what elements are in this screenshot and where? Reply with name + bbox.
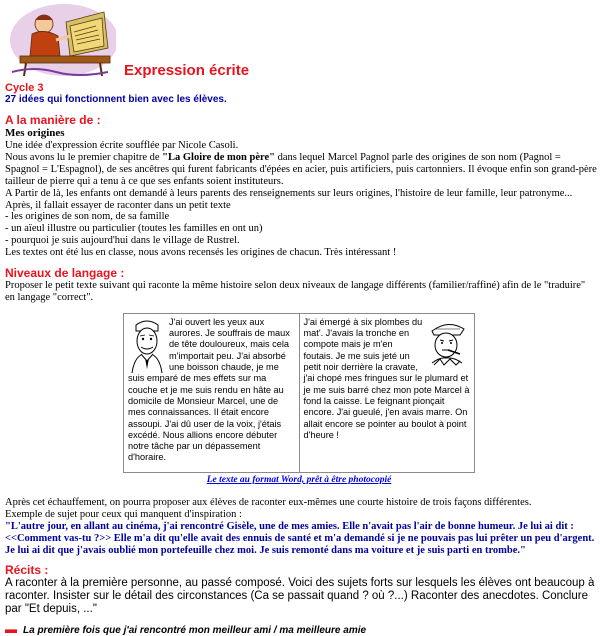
intro-subtitle: 27 idées qui fonctionnent bien avec les élèves. — [5, 94, 227, 105]
cycle-label: Cycle 3 — [5, 82, 44, 94]
section-heading-recits: Récits : — [5, 563, 49, 578]
paragraph-parents: A Partir de là, les enfants ont demandé à leurs parents des renseignements sur leurs origines, l'histoire de leur famille, leur patronyme... — [5, 187, 573, 199]
writer-at-desk-illustration — [4, 2, 116, 78]
paragraph-recits: A raconter à la première personne, au passé composé. Voici des sujets forts sur lesquels les élèves ont beaucoup à raconter. Insister sur le détail des circonstances (Ca se passait quand ? où ?...) Raconter des anecdotes. Conclure par "Et depuis, ..." — [5, 577, 595, 616]
paragraph-exemple: Exemple de sujet pour ceux qui manquent d'inspiration : — [5, 508, 242, 520]
gentleman-face-icon — [128, 317, 166, 373]
paragraph-niveaux: Proposer le petit texte suivant qui raconte la même histoire selon deux niveaux de langage différents (familier/raffiné) afin de le "traduire" en langage "correct". — [5, 280, 586, 303]
paragraph-pagnol — [5, 152, 597, 188]
dash-bullet-icon: ▬ — [5, 622, 17, 636]
list-item-subject — [5, 622, 597, 636]
book-title: "La Gloire de mon père" — [162, 151, 275, 163]
section-heading-a-la-maniere: A la manière de : — [5, 113, 101, 127]
paragraph-intro: Une idée d'expression écrite soufflée par Nicole Casoli. — [5, 140, 239, 151]
comic-panel-refined — [124, 314, 300, 472]
list-item: - les origines de son nom, de sa famille — [5, 211, 170, 223]
paragraph-conclusion: Les textes ont été lus en classe, nous avons recensés les origines de chacun. Très intéressant ! — [5, 247, 397, 259]
comic-panels — [123, 313, 475, 473]
text-fragment: dans lequel Marcel Pagnol parle des origines de son nom (Pagnol = Spagnol = L'Espagnol), de ses ancêtres qui furent fabricants d'épées en acier, puis artificiers, puis cartonniers. Il évoque enfin son grand-père tailleur de pierre qui a tenu à ce que ses enfants soient instituteurs. — [5, 151, 597, 187]
section-heading-niveaux: Niveaux de langage : — [5, 266, 125, 281]
page-header — [0, 0, 600, 82]
subheading-mes-origines: Mes origines — [5, 127, 65, 139]
page-title: Expression écrite — [124, 62, 250, 79]
list-item: - pourquoi je suis aujourd'hui dans le village de Rustrel. — [5, 235, 240, 247]
main-content — [5, 82, 597, 636]
refined-text: J'ai ouvert les yeux aux aurores. Je souffrais de maux de tête douloureux, mais cela m'importait peu. J'ai absorbé une boisson chaude, je me suis emparé de mes effets sur ma couche et je me suis rendu en hâte au domicile de Monsieur Marcel, une de mes connaissances. Il était encore assoupi. J'ai dû user de la voix, j'étais excédé. Nous allions encore débuter notre tâche par un dépassement d'horaire. — [128, 316, 290, 463]
text-fragment: Nous avons lu le premier chapitre de — [5, 151, 163, 163]
comic-box — [123, 313, 475, 485]
word-document-link[interactable]: Le texte au format Word, prêt à être photocopié — [206, 474, 392, 485]
worker-face-icon — [426, 317, 470, 369]
desk — [20, 56, 110, 63]
paragraph-apres: Après, il fallait essayer de raconter dans un petit texte — [5, 199, 231, 211]
subject-text: La première fois que j'ai rencontré mon meilleur ami / ma meilleure amie — [23, 625, 367, 636]
list-item: - un aïeul illustre ou particulier (toutes les familles en ont un) — [5, 223, 263, 235]
familiar-text: J'ai émergé à six plombes du mat'. J'avais la tronche en compote mais je m'en foutais. Je me suis jeté un petit noir derrière la cravate, j'ai chopé mes fringues sur le plumard et je me suis barré chez mon pote Marcel à fond la caisse. Le feignant pionçait encore. J'ai gueulé, j'en avais marre. On allait encore se pointer au boulot à point d'heure ! — [303, 316, 470, 440]
example-quote: "L'autre jour, en allant au cinéma, j'ai rencontré Gisèle, une de mes amies. Elle n'avait pas l'air de bonne humeur. Je lui ai dit :<<Comment vas-tu ?>> Elle m'a dit qu'elle avait des ennuis de santé et m'a demandé si je ne pouvais pas lui prêter un peu d'argent. Je lui ai dit que j'avais oublié mon portefeuille chez moi. Je suis remonté dans ma voiture et je suis parti en trombe." — [5, 520, 595, 556]
comic-panel-familiar — [300, 314, 475, 472]
paragraph-echauffement: Après cet échauffement, on pourra proposer aux élèves de raconter eux-mêmes une courte histoire de trois façons différentes. — [5, 496, 532, 508]
